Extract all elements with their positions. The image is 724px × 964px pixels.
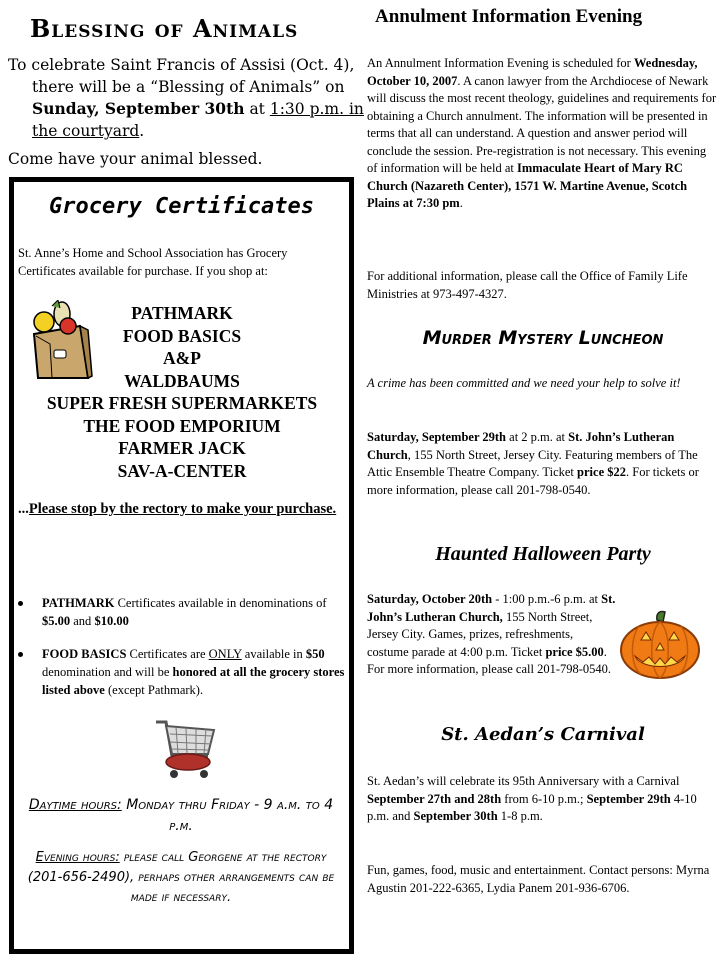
grocery-intro: St. Anne’s Home and School Association has Grocery Certificates available for purchase. If you shop at:	[18, 246, 288, 278]
daytime-label: Daytime hours:	[28, 797, 122, 813]
murder-body	[367, 429, 719, 499]
carnival-text-b: from 6-10 p.m.;	[501, 791, 587, 806]
store-item: PATHMARK	[131, 303, 233, 323]
jack-o-lantern-icon	[619, 610, 701, 680]
evening-text: please call Georgene at the rectory (201-656-2490), perhaps other arrangements can be made if necessary.	[27, 850, 335, 905]
blessing-title: Blessing of Animals	[30, 14, 299, 43]
bullet2-store: FOOD BASICS	[42, 647, 127, 661]
bullet2-text-b: available in	[241, 647, 306, 661]
halloween-tail: . For more information, please call 201-798-0540.	[367, 644, 612, 676]
bullet2-amt: $50	[305, 647, 325, 661]
murder-text: , 155 North Street, Jersey City. Featuring members of The Attic Ensemble Theatre Company. Ticket	[367, 447, 698, 479]
murder-intro: A crime has been committed and we need your help to solve it!	[367, 376, 681, 390]
store-item: SUPER FRESH SUPERMARKETS	[46, 393, 318, 413]
stop-prefix: ...	[18, 501, 29, 517]
bullet1-amt2: $10.00	[94, 614, 129, 628]
annulment-place: Immaculate Heart of Mary RC Church (Nazareth Center), 1571 W. Martine Avenue, Scotch Plains at 7:30 pm	[367, 161, 688, 210]
bullet2-text-a: Certificates are	[126, 647, 209, 661]
murder-tail: . For tickets or more information, please call 201-798-0540.	[367, 465, 699, 497]
daytime-text: Monday thru Friday - 9 a.m. to 4 p.m.	[121, 797, 334, 834]
bullet1-text: Certificates available in denominations of	[114, 596, 327, 610]
store-item: SAV-A-CENTER	[117, 460, 247, 481]
store-item: FOOD BASICS	[122, 325, 242, 346]
store-list	[14, 302, 350, 482]
murder-at: at 2 p.m. at	[506, 430, 569, 444]
blessing-period: .	[139, 122, 145, 140]
annulment-date: Wednesday, October 10, 2007	[367, 56, 698, 88]
bullet-dot	[18, 652, 23, 657]
grocery-box	[9, 177, 354, 954]
daytime-hours	[18, 795, 344, 837]
blessing-date: Sunday, September 30th	[32, 99, 245, 118]
halloween-title: Haunted Halloween Party	[435, 543, 651, 565]
annulment-text-a: An Annulment Information Evening is scheduled for	[367, 56, 634, 70]
halloween-time: - 1:00 p.m.-6 p.m. at	[492, 592, 602, 606]
annulment-text-c: .	[459, 196, 463, 210]
murder-date: Saturday, September 29th	[367, 430, 507, 444]
store-item: WALDBAUMS	[124, 370, 240, 391]
blessing-at: at	[244, 100, 270, 118]
murder-title: Murder Mystery Luncheon	[422, 327, 664, 349]
certificate-bullets	[18, 594, 348, 714]
bullet-dot	[18, 601, 23, 606]
bullet1-and: and	[70, 614, 95, 628]
blessing-text-a: To celebrate Saint Francis of Assisi (Oct. 4), there will be a “Blessing of Animals” on	[8, 56, 355, 96]
annulment-title: Annulment Information Evening	[375, 6, 643, 27]
evening-hours	[18, 848, 344, 908]
shopping-cart-icon	[154, 716, 218, 782]
carnival-text-d: 1-8 p.m.	[497, 809, 543, 823]
bullet1-store: PATHMARK	[42, 596, 115, 610]
evening-label: Evening hours:	[35, 850, 120, 865]
carnival-body	[367, 773, 719, 826]
blessing-time-place: 1:30 p.m. in the courtyard	[32, 100, 364, 140]
bullet2-text-c: denomination and will be	[42, 665, 173, 679]
carnival-contact: Fun, games, food, music and entertainment. Contact persons: Myrna Agustin 201-222-6365, Lydia Panem 201-936-6706.	[367, 863, 710, 895]
carnival-text-c: 4-10 p.m. and	[367, 791, 697, 823]
stop-by-note	[18, 499, 348, 519]
annulment-text-b: . A canon lawyer from the Archdiocese of Newark will discuss the most recent theology, guidelines and requirements for obtaining a Church annulment. The information will be presented in terms that all can understand. A question and answer period will conclude the session. Pre-registration is not necessary. This evening of information will be held at	[367, 73, 717, 175]
stop-text: Please stop by the rectory to make your purchase.	[28, 501, 337, 517]
halloween-text: 155 North Street, Jersey City. Games, prizes, refreshments, costume parade at 4:00 p.m. Ticket	[367, 609, 593, 659]
store-item: A&P	[163, 348, 201, 368]
carnival-date-2: September 29th	[586, 791, 671, 806]
bullet2-honored: honored at all the grocery stores listed above	[42, 665, 345, 697]
list-item	[18, 645, 348, 699]
list-item	[18, 594, 348, 630]
carnival-date-3: September 30th	[413, 809, 498, 823]
store-item: FARMER JACK	[118, 438, 246, 458]
carnival-title: St. Aedan’s Carnival	[441, 724, 645, 745]
murder-church: St. John’s Lutheran Church	[367, 430, 675, 462]
carnival-text-a: St. Aedan’s will celebrate its 95th Anniversary with a Carnival	[367, 774, 680, 788]
halloween-date: Saturday, October 20th	[367, 592, 493, 606]
blessing-come: Come have your animal blessed.	[8, 150, 263, 168]
murder-price: price $22	[577, 465, 626, 479]
halloween-body	[367, 591, 617, 679]
halloween-price: price $5.00	[545, 644, 604, 659]
bullet1-amt1: $5.00	[42, 614, 71, 628]
annulment-contact: For additional information, please call the Office of Family Life Ministries at 973-497-4327.	[367, 269, 688, 301]
annulment-body	[367, 55, 719, 213]
store-item: THE FOOD EMPORIUM	[83, 415, 281, 436]
carnival-date-1: September 27th and 28th	[367, 791, 502, 806]
blessing-text	[8, 54, 384, 142]
bullet2-only: ONLY	[208, 647, 242, 661]
bullet2-text-d: (except Pathmark).	[104, 683, 204, 697]
halloween-church: St. John’s Lutheran Church,	[367, 592, 616, 624]
grocery-title: Grocery Certificates	[49, 194, 314, 219]
